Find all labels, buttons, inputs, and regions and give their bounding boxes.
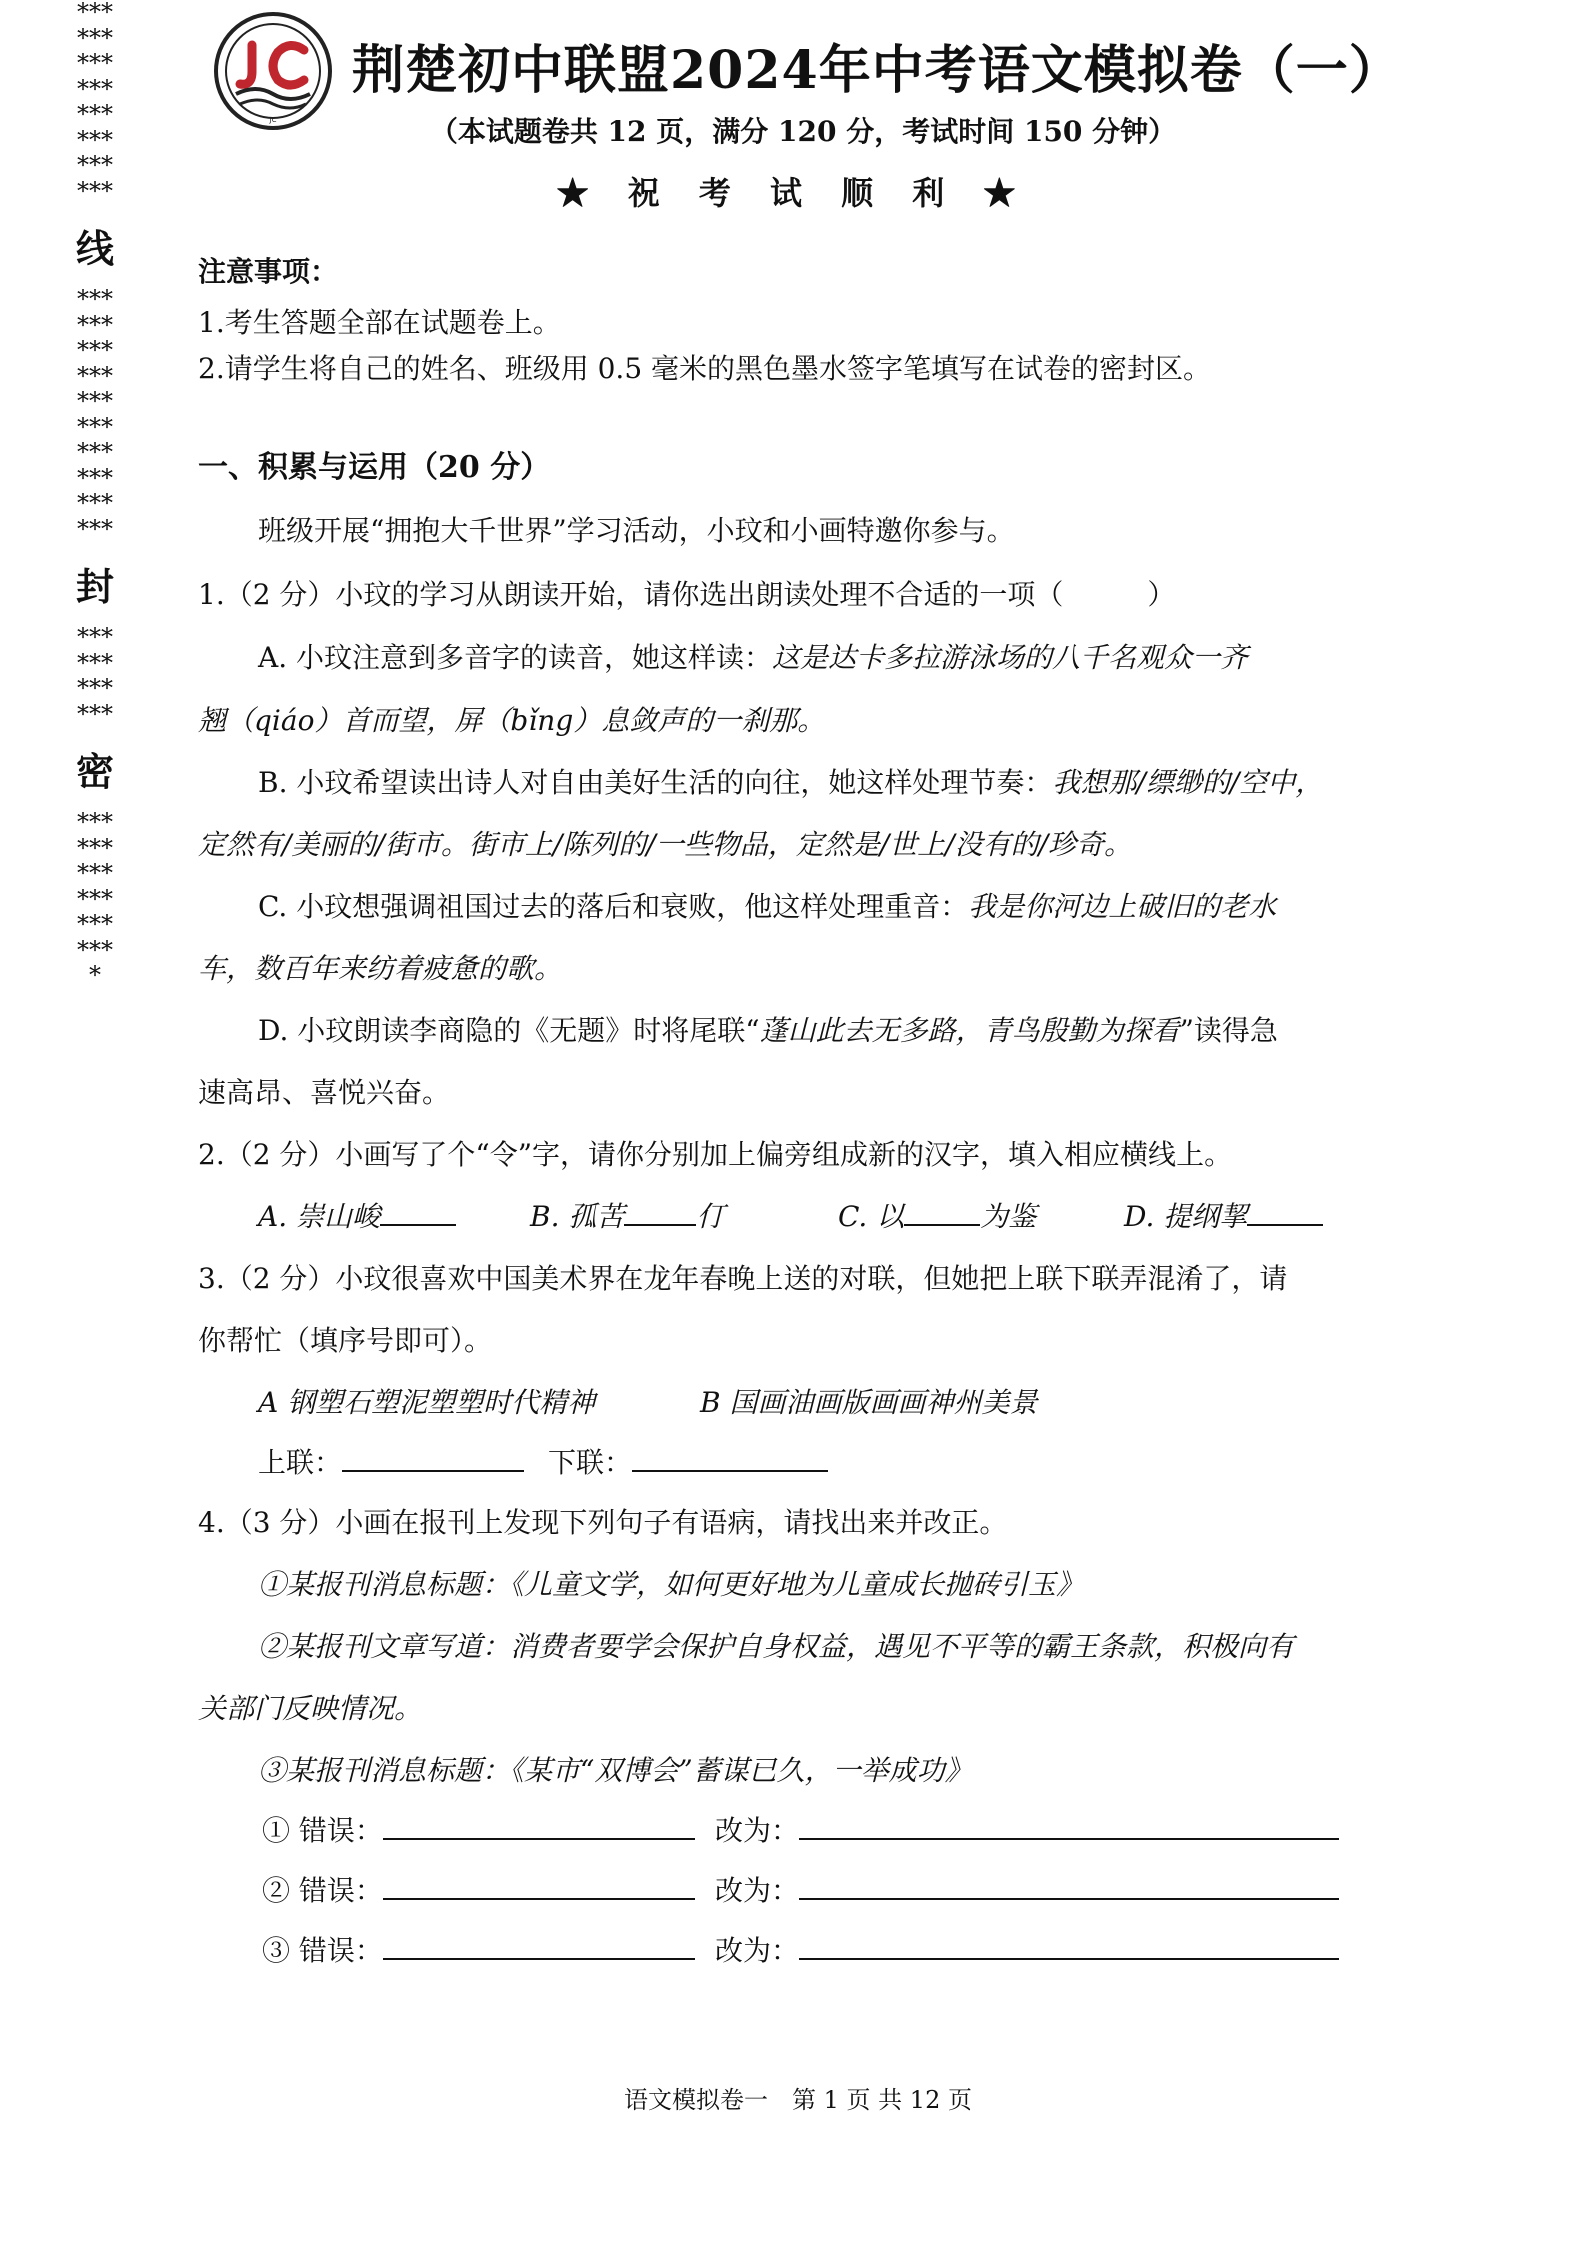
fix-blank[interactable] bbox=[799, 1874, 1339, 1900]
q3-upper-blank[interactable] bbox=[342, 1446, 524, 1472]
section-intro: 班级开展“拥抱大千世界”学习活动，小玟和小画特邀你参与。 bbox=[258, 514, 1015, 547]
error-label: 错误： bbox=[298, 1814, 383, 1847]
error-blank[interactable] bbox=[383, 1934, 695, 1960]
q1-option-d bbox=[258, 1014, 1278, 1048]
q3-lower-label: 下联： bbox=[548, 1446, 633, 1479]
error-label: 错误： bbox=[298, 1934, 383, 1967]
error-blank[interactable] bbox=[383, 1874, 695, 1900]
q1-d-line2: 速高昂、喜悦兴奋。 bbox=[198, 1076, 451, 1109]
q4-sentence-2a: ②某报刊文章写道：消费者要学会保护自身权益，遇见不平等的霸王条款，积极向有 bbox=[258, 1630, 1295, 1663]
q3-lower-blank[interactable] bbox=[632, 1446, 828, 1472]
q4-answer-row bbox=[262, 1814, 1339, 1848]
q4-answer-row bbox=[262, 1874, 1339, 1908]
q1-c-lead: C. 小玟想强调祖国过去的落后和衰败，他这样处理重音： bbox=[258, 890, 969, 923]
fix-blank[interactable] bbox=[799, 1934, 1339, 1960]
q1-stem: 1.（2 分）小玟的学习从朗读开始，请你选出朗读处理不合适的一项（ ） bbox=[198, 578, 1176, 611]
seal-word-feng: 封 bbox=[75, 564, 114, 609]
notice-item-2: 2.请学生将自己的姓名、班级用 0.5 毫米的黑色墨水签字笔填写在试卷的密封区。 bbox=[198, 352, 1212, 385]
q1-option-b bbox=[258, 766, 1323, 800]
seal-stars-mid2: ************ bbox=[77, 623, 113, 728]
q1-c-quote1: 我是你河边上破旧的老水 bbox=[968, 890, 1277, 923]
q3-upper-label: 上联： bbox=[258, 1446, 343, 1479]
notice-item-1: 1.考生答题全部在试题卷上。 bbox=[198, 306, 561, 339]
seal-stars-bottom: ******************* bbox=[77, 808, 113, 989]
q3-upper bbox=[258, 1446, 524, 1480]
q1-d-lead: D. 小玟朗读李商隐的《无题》时将尾联“ bbox=[258, 1014, 760, 1047]
fix-label: 改为： bbox=[714, 1874, 799, 1907]
q2-option-d bbox=[1124, 1200, 1323, 1234]
exam-subtitle: （本试题卷共 12 页，满分 120 分，考试时间 150 分钟） bbox=[429, 115, 1177, 148]
q2-c-blank[interactable] bbox=[904, 1200, 980, 1226]
q4-stem: 4.（3 分）小画在报刊上发现下列句子有语病，请找出来并改正。 bbox=[198, 1506, 1008, 1539]
q1-c-quote2: 车，数百年来纺着疲惫的歌。 bbox=[198, 952, 563, 985]
exam-title: 荆楚初中联盟2024年中考语文模拟卷（一） bbox=[352, 40, 1402, 101]
q3-option-a: A 钢塑石塑泥塑塑时代精神 bbox=[258, 1386, 596, 1419]
seal-word-xian: 线 bbox=[75, 226, 114, 271]
q1-b-quote2: 定然有/美丽的/街市。街市上/陈列的/一些物品，定然是/世上/没有的/珍奇。 bbox=[198, 828, 1133, 861]
q3-stem-2: 你帮忙（填序号即可）。 bbox=[198, 1324, 493, 1357]
q4-sentence-2b: 关部门反映情况。 bbox=[198, 1692, 423, 1725]
q2-a-text: A. 崇山峻 bbox=[258, 1200, 381, 1233]
q1-b-lead: B. 小玟希望读出诗人对自由美好生活的向往，她这样处理节奏： bbox=[258, 766, 1053, 799]
good-luck-banner: ★ 祝 考 试 顺 利 ★ bbox=[556, 174, 1030, 212]
fix-label: 改为： bbox=[714, 1814, 799, 1847]
q1-option-a bbox=[258, 641, 1248, 675]
q2-stem: 2.（2 分）小画写了个“令”字，请你分别加上偏旁组成新的汉字，填入相应横线上。 bbox=[198, 1138, 1233, 1171]
answer-num: ① bbox=[262, 1814, 291, 1847]
q4-sentence-1: ①某报刊消息标题：《儿童文学，如何更好地为儿童成长抛砖引玉》 bbox=[258, 1568, 1085, 1601]
q1-a-quote2: 翘（qiáo）首而望，屏（bǐng）息敛声的一刹那。 bbox=[198, 704, 826, 737]
answer-num: ③ bbox=[262, 1934, 291, 1967]
error-label: 错误： bbox=[298, 1874, 383, 1907]
q3-option-b: B 国画油画版画画神州美景 bbox=[700, 1386, 1038, 1419]
q2-a-blank[interactable] bbox=[380, 1200, 456, 1226]
q4-answer-row bbox=[262, 1934, 1339, 1968]
q2-option-a bbox=[258, 1200, 456, 1234]
q2-option-c bbox=[838, 1200, 1036, 1234]
error-blank[interactable] bbox=[383, 1814, 695, 1840]
section-heading: 一、积累与运用（20 分） bbox=[198, 450, 551, 485]
fix-blank[interactable] bbox=[799, 1814, 1339, 1840]
q1-a-quote1: 这是达卡多拉游泳场的八千名观众一齐 bbox=[772, 641, 1249, 674]
answer-num: ② bbox=[262, 1874, 291, 1907]
q4-sentence-3: ③某报刊消息标题：《某市“双博会”蓄谋已久，一举成功》 bbox=[258, 1754, 973, 1787]
q2-d-blank[interactable] bbox=[1247, 1200, 1323, 1226]
seal-stars-mid1: ****************************** bbox=[77, 285, 113, 543]
q1-b-quote1: 我想那/缥缈的/空中， bbox=[1052, 766, 1324, 799]
page-footer: 语文模拟卷一 第 1 页 共 12 页 bbox=[624, 2086, 972, 2114]
q2-b-pre: B. 孤苦 bbox=[530, 1200, 625, 1233]
fix-label: 改为： bbox=[714, 1934, 799, 1967]
q1-d-tail: ”读得急 bbox=[1179, 1014, 1278, 1047]
q2-b-blank[interactable] bbox=[624, 1200, 696, 1226]
q2-b-post: 仃 bbox=[696, 1200, 725, 1233]
q3-lower bbox=[548, 1446, 828, 1480]
q1-option-c bbox=[258, 890, 1276, 924]
q2-d-text: D. 提纲挈 bbox=[1124, 1200, 1248, 1233]
logo-lettering: JC bbox=[269, 116, 277, 124]
seal-word-mi: 密 bbox=[75, 749, 114, 794]
seal-line bbox=[70, 0, 120, 2110]
q2-c-post: 为鉴 bbox=[980, 1200, 1037, 1233]
notice-heading: 注意事项： bbox=[198, 255, 339, 288]
q1-a-lead: A. 小玟注意到多音字的读音，她这样读： bbox=[258, 641, 773, 674]
q2-option-b bbox=[530, 1200, 724, 1234]
seal-stars-top: ************************ bbox=[77, 0, 113, 205]
q1-d-quote: 蓬山此去无多路，青鸟殷勤为探看 bbox=[759, 1014, 1180, 1047]
q2-c-pre: C. 以 bbox=[838, 1200, 905, 1233]
q3-stem-1: 3.（2 分）小玟很喜欢中国美术界在龙年春晚上送的对联，但她把上联下联弄混淆了，请 bbox=[198, 1262, 1288, 1295]
